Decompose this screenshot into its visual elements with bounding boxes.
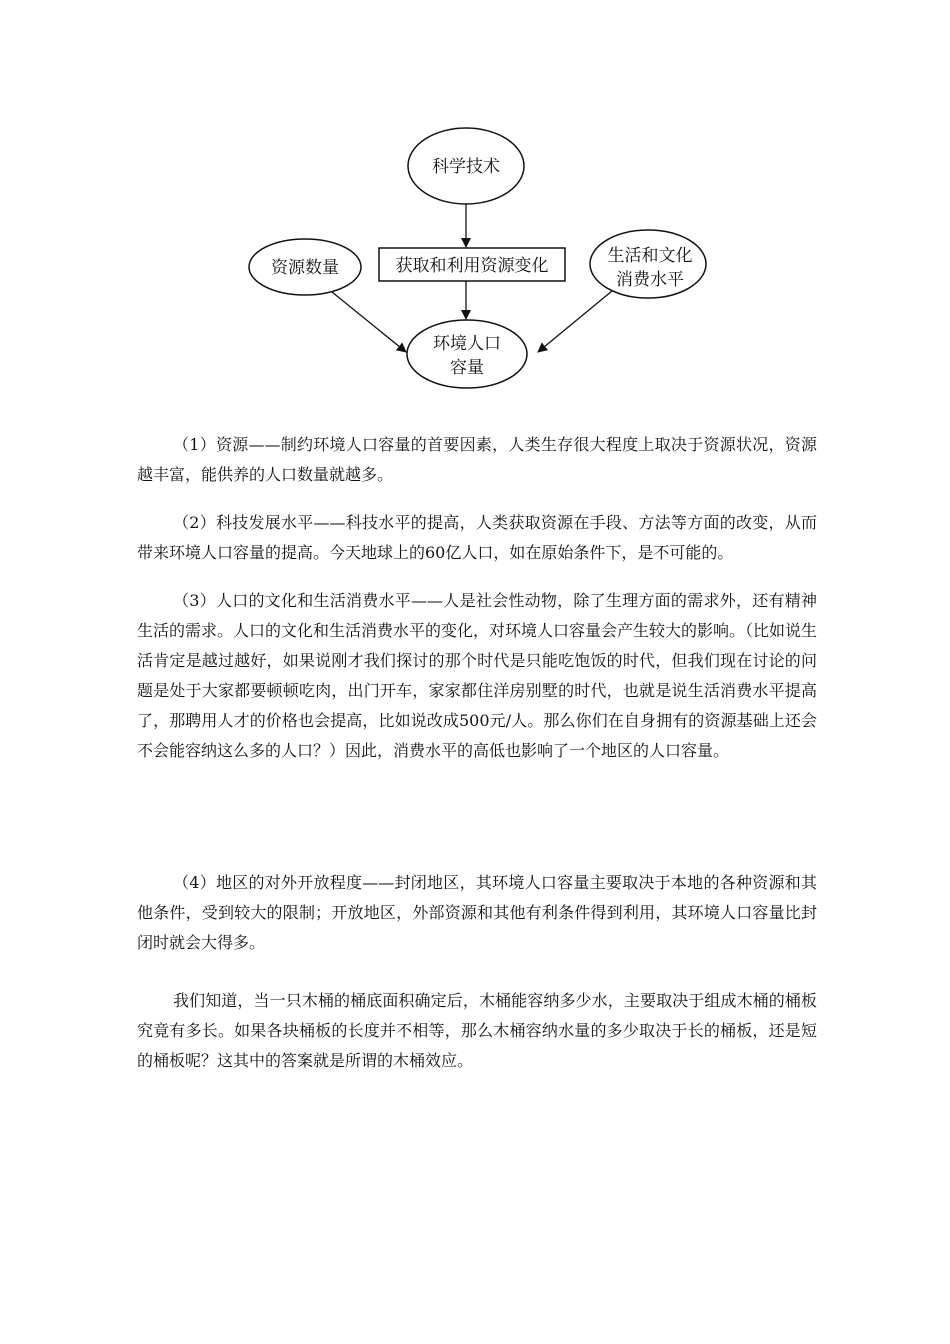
arrow-life-to-capacity (538, 291, 612, 352)
node-life-label-line2: 消费水平 (616, 270, 684, 290)
paragraph-openness: （4）地区的对外开放程度——封闭地区，其环境人口容量主要取决于本地的各种资源和其他条件，受到较大的限制；开放地区，外部资源和其他有利条件得到利用，其环境人口容量比封闭时就会大得多。 (137, 873, 817, 952)
paragraph-bucket-effect: 我们知道，当一只木桶的桶底面积确定后，木桶能容纳多少水，主要取决于组成木桶的桶板究竟有多长。如果各块桶板的长度并不相等，那么木桶容纳水量的多少取决于长的桶板，还是短的桶板呢？这其中的答案就是所谓的木桶效应。 (137, 991, 817, 1070)
node-resources-label: 资源数量 (271, 258, 339, 278)
population-capacity-diagram (0, 0, 950, 420)
node-capacity-label-line1: 环境人口 (433, 334, 501, 354)
node-acquire-label: 获取和利用资源变化 (395, 256, 549, 276)
diagram-svg (0, 0, 950, 420)
paragraph-consumption: （3）人口的文化和生活消费水平——人是社会性动物，除了生理方面的需求外，还有精神生活的需求。人口的文化和生活消费水平的变化，对环境人口容量会产生较大的影响。（比如说生活肯定是越过越好，如果说刚才我们探讨的那个时代是只能吃饱饭的时代，但我们现在讨论的问题是处于大家都要顿顿吃肉，出门开车，家家都住洋房别墅的时代，也就是说生活消费水平提高了，那聘用人才的价格也会提高，比如说改成500元/人。那么你们在自身拥有的资源基础上还会不会能容纳这么多的人口？）因此，消费水平的高低也影响了一个地区的人口容量。 (137, 591, 818, 760)
node-science-label: 科学技术 (432, 157, 500, 177)
node-life-label-line1: 生活和文化 (607, 246, 693, 266)
paragraph-resources: （1）资源——制约环境人口容量的首要因素，人类生存很大程度上取决于资源状况，资源越丰富，能供养的人口数量就越多。 (137, 435, 817, 484)
arrow-resources-to-capacity (332, 292, 406, 352)
paragraph-technology: （2）科技发展水平——科技水平的提高，人类获取资源在手段、方法等方面的改变，从而带来环境人口容量的提高。今天地球上的60亿人口，如在原始条件下，是不可能的。 (137, 513, 817, 562)
node-capacity-label-line2: 容量 (450, 358, 484, 378)
